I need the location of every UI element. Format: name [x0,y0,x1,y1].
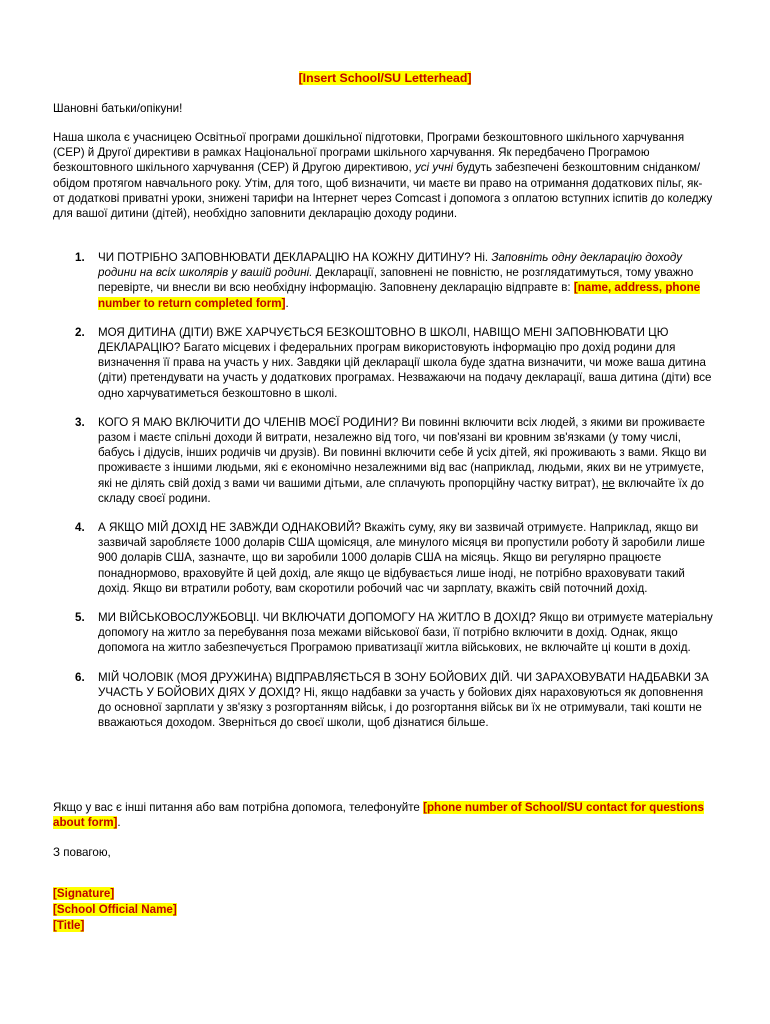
greeting: Шановні батьки/опікуни! [53,102,183,115]
official-name-placeholder: [School Official Name] [53,903,177,916]
faq-list [53,250,713,744]
faq-item-5: 5. МИ ВІЙСЬКОВОСЛУЖБОВЦІ. ЧИ ВКЛЮЧАТИ ДОПОМОГУ НА ЖИТЛО В ДОХІД? Якщо ви отримуєте матеріальну допомогу на житло за перебування поза межами військової бази, її потрібно включити в дохід. Однак, якщо допомога на житло забезпечується Програмою приватизації житла військових, не включайте ці кошти в дохід. [75,611,713,655]
signature-placeholder: [Signature] [53,887,115,900]
faq-item-3: 3. КОГО Я МАЮ ВКЛЮЧИТИ ДО ЧЛЕНІВ МОЄЇ РОДИНИ? Ви повинні включити всіх людей, з якими ви проживаєте разом і маєте спільні доходи й витрати, незалежно від того, чи пов'язані ви кровним зв'язками (у тому числі, бабусь і дідусів, інших родичів чи друзів). Ви повинні включити себе й усіх дітей, які проживають з вами. Якщо ви проживаєте з іншими людьми, які є економічно незалежними від вас (наприклад, людьми, яких ви не утримуєте, які не ділять свій дохід з вами чи вашими дітьми, але сплачують пропорційну частку витрат), не включайте їх до складу своєї родини. [75,415,707,505]
faq-item-4: 4. А ЯКЩО МІЙ ДОХІД НЕ ЗАВЖДИ ОДНАКОВИЙ? Вкажіть суму, яку ви зазвичай отримуєте. Наприклад, якщо ви зазвичай заробляєте 1000 доларів США щомісяця, але минулого місяця ви пропустили роботу й заробили лише 900 доларів США, зазначте, що ви заробили 1000 доларів США на місяць. Якщо ви регулярно працюєте понаднормово, враховуйте й цей дохід, але якщо це відбувається лише іноді, не потрібно враховувати такий дохід. Якщо ви втратили роботу, вам скоротили робочий час чи зарплату, вкажіть свій поточний дохід. [75,521,705,595]
title-placeholder: [Title] [53,919,85,932]
regards: З повагою, [53,846,111,859]
signature-block [53,886,177,934]
letterhead-placeholder: [Insert School/SU Letterhead] [298,71,472,85]
intro-paragraph: Наша школа є учасницею Освітньої програми дошкільної підготовки, Програми безкоштовного шкільного харчування (CEP) й Другої директиви в рамках Національної програми шкільного харчування. Як передбачено Програмою безкоштовного шкільного харчування (CEP) й Другою директивою, усі учні будуть забезпечені безкоштовним сніданком/обідом протягом навчального року. Утім, для того, щоб визначити, чи маєте ви право на отримання додаткових пільг, як-от додаткові приватні уроки, знижені тарифи на Інтернет через Comcast і допомога з оплатою вступних іспитів до коледжу для вашої дитини (дітей), необхідно заповнити декларацію доходу родини. [53,131,713,221]
faq-item-1: 1. ЧИ ПОТРІБНО ЗАПОВНЮВАТИ ДЕКЛАРАЦІЮ НА КОЖНУ ДИТИНУ? Ні. Заповніть одну декларацію доходу родини на всіх школярів у вашій родині. Декларації, заповнені не повністю, не розглядатимуться, тому уважно перевірте, чи внесли ви всю необхідну інформацію. Заповнену декларацію відправте в: [name, address, phone number to return completed form]. [75,251,701,310]
contact-paragraph: Якщо у вас є інші питання або вам потрібна допомога, телефонуйте [phone number of School/SU contact for questions about form]. [53,801,704,830]
faq-item-2: 2. МОЯ ДИТИНА (ДІТИ) ВЖЕ ХАРЧУЄТЬСЯ БЕЗКОШТОВНО В ШКОЛІ, НАВІЩО МЕНІ ЗАПОВНЮВАТИ ЦЮ ДЕКЛАРАЦІЮ? Багато місцевих і федеральних програм використовують інформацію про дохід родини для визначення її права на участь у них. Завдяки цій декларації школа буде здатна визначити, чи може ваша дитина (діти) претендувати на участь у додаткових програмах. Незважаючи на подачу декларації, ваша дитина (діти) все одно харчуватиметься безкоштовно в школі. [75,325,712,400]
return-address-placeholder: [name, address, phone number to return completed form] [98,281,701,310]
faq-item-6: 6. МІЙ ЧОЛОВІК (МОЯ ДРУЖИНА) ВІДПРАВЛЯЄТЬСЯ В ЗОНУ БОЙОВИХ ДІЙ. ЧИ ЗАРАХОВУВАТИ НАДБАВКИ ЗА УЧАСТЬ У БОЙОВИХ ДІЯХ У ДОХІД? Ні, якщо надбавки за участь у бойових діях нараховуються як доповнення до основної зарплати у зв'язку з розгортанням військ, і до розгортання військ ви їх не отримували, такі кошти не вважаються доходом. Зверніться до своєї школи, щоб дізнатися більше. [75,670,709,730]
contact-phone-placeholder: [phone number of School/SU contact for questions about form] [53,801,704,830]
